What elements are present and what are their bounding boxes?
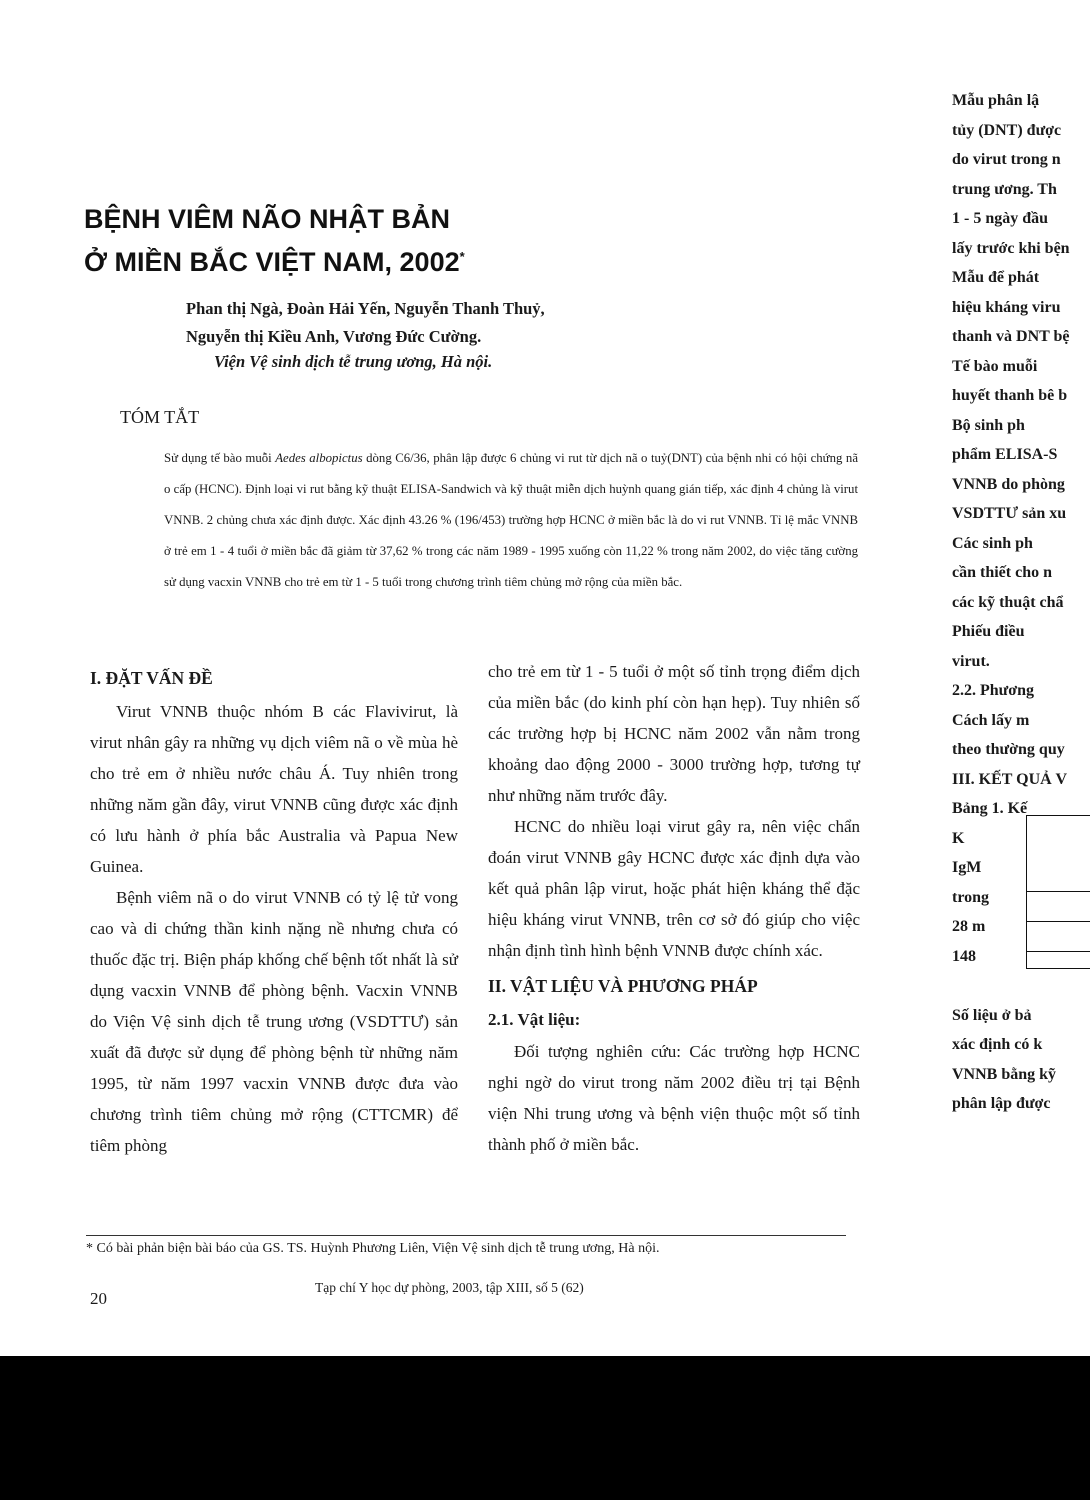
next-page-line: K [952,829,965,847]
next-page-strip [940,0,1090,1280]
next-page-line: theo thường quy [952,741,1065,758]
next-page-line: trong [952,888,990,906]
next-page-line: Bảng 1. Kế [952,800,1028,817]
next-page-line: tủy (DNT) được [952,121,1062,139]
next-page-line: Mẫu để phát [952,269,1040,286]
table-row-line [1027,951,1090,952]
next-page-line: IgM [952,859,982,876]
authors-line-2: Nguyễn thị Kiều Anh, Vương Đức Cường. [186,327,482,346]
right-paragraph-3: Đối tượng nghiên cứu: Các trường hợp HCNC nghi ngờ do virut trong năm 2002 điều trị tại Bệnh viện Nhi trung ương và bệnh viện thuộc một số tỉnh thành phố ở miền bắc. [488,1042,860,1154]
next-page-line: lấy trước khi bện [952,239,1070,257]
next-page-line: Phiếu điều [952,623,1025,640]
title-line-2 [84,238,465,281]
table-row-line [1027,921,1090,922]
section-2-heading: II. VẬT LIỆU VÀ PHƯƠNG PHÁP [488,976,758,996]
next-page-line: Số liệu ở bả [952,1006,1032,1024]
next-page-line: Bộ sinh ph [952,416,1025,434]
next-page-line: cần thiết cho n [952,564,1052,581]
title-footnote-mark: * [459,249,465,264]
next-page-line: huyết thanh bê b [952,387,1068,404]
abstract-species: Aedes albopictus [275,451,363,465]
next-page-line: do virut trong n [952,151,1061,168]
abstract-text-2: dòng C6/36, phân lập được 6 chủng vi rut từ dịch nã o tuỷ(DNT) của bệnh nhi có hội chứng nã o cấp (HCNC). Định loại vi rut bằng kỹ thuật ELISA-Sandwich và kỹ thuật miễn dịch huỳnh quang gián tiếp, xác định 4 chủng là virut VNNB. 2 chủng chưa xác định được. Xác định 43.26 % (196/453) trường hợp HCNC ở miền bắc là do vi rut VNNB. Tỉ lệ mắc VNNB ở trẻ em 1 - 4 tuổi ở miền bắc đã giảm từ 37,62 % trong các năm 1989 - 1995 xuống còn 11,22 % trong năm 2002, do việc tăng cường sử dụng vacxin VNNB cho trẻ em từ 1 - 5 tuổi trong chương trình tiêm chủng mở rộng của miền bắc. [164,451,858,589]
next-page-line: 1 - 5 ngày đầu [952,210,1049,227]
next-page-line: VNNB bằng kỹ [952,1065,1057,1083]
next-page-line: 148 [952,947,976,965]
paper-title [84,200,465,281]
right-paragraph-1: cho trẻ em từ 1 - 5 tuổi ở một số tỉnh trọng điểm dịch của miền bắc (do kinh phí còn hạn hẹp). Tuy nhiên số các trường hợp bị HCNC năm 2002 vẫn nằm trong khoảng dao động 2000 - 3000 trường hợp, tương tự như những năm trước đây. [488,662,860,805]
journal-citation: Tạp chí Y học dự phòng, 2003, tập XIII, số 5 (62) [315,1280,584,1295]
next-page-line: các kỹ thuật chẩ [952,593,1064,611]
left-paragraph-1: Virut VNNB thuộc nhóm B các Flavivirut, là virut nhân gây ra những vụ dịch viêm nã o về mùa hè cho trẻ em ở nhiều nước châu Á. Tuy nhiên trong những năm gần đây, virut VNNB cũng được xác định có lưu hành ở phía bắc Australia và Papua New Guinea. [90,702,458,876]
next-page-line: phẩm ELISA-S [952,446,1058,463]
next-page-line: Mẫu phân lậ [952,92,1040,109]
title-line-1: BỆNH VIÊM NÃO NHẬT BẢN [84,204,451,234]
next-page-line: VNNB do phòng [952,475,1065,493]
author-list [186,295,545,351]
abstract-heading: TÓM TẮT [120,407,200,427]
next-page-line: thanh và DNT bệ [952,328,1070,345]
footnote-rule [86,1235,846,1236]
left-column [90,664,458,1161]
next-page-line: VSDTTƯ sản xu [952,505,1067,522]
affiliation: Viện Vệ sinh dịch tễ trung ương, Hà nội. [214,352,493,371]
section-1-heading: I. ĐẶT VẤN ĐỀ [90,668,213,688]
next-page-line: virut. [952,652,990,670]
scan-bottom-band [0,1356,1090,1500]
table-row-line [1027,891,1090,892]
authors-line-1: Phan thị Ngà, Đoàn Hải Yến, Nguyễn Thanh Thuỷ, [186,299,545,318]
next-page-line: Các sinh ph [952,534,1033,552]
left-paragraph-2: Bệnh viêm nã o do virut VNNB có tỷ lệ tử vong cao và di chứng thần kinh nặng nề nhưng chưa có thuốc đặc trị. Biện pháp khống chế bệnh tốt nhất là sử dụng vacxin VNNB để phòng bệnh. Vacxin VNNB do Viện Vệ sinh dịch tễ trung ương (VSDTTƯ) sản xuất đã được sử dụng để phòng bệnh từ những năm 1995, từ năm 1997 vacxin VNNB được đưa vào chương trình tiêm chủng mở rộng (CTTCMR) để tiêm phòng [90,888,458,1155]
next-page-line: 28 m [952,918,986,935]
next-page-line: III. KẾT QUẢ V [952,770,1067,788]
next-page-line: trung ương. Th [952,180,1057,198]
page-number: 20 [90,1289,107,1308]
next-page-line: xác định có k [952,1036,1043,1053]
next-page-table-fragment [1026,815,1090,969]
right-paragraph-2: HCNC do nhiều loại virut gây ra, nên việc chẩn đoán virut VNNB gây HCNC được xác định dựa vào kết quả phân lập virut, hoặc phát hiện kháng thể đặc hiệu kháng virut VNNB, trên cơ sở đó giúp cho việc nhận định tình hình bệnh VNNB được chính xác. [488,817,860,960]
subsection-2-1-heading: 2.1. Vật liệu: [488,1010,581,1029]
next-page-line: Cách lấy m [952,711,1030,729]
next-page-line: hiệu kháng viru [952,298,1061,316]
next-page-line: Tế bào muỗi [952,357,1038,375]
abstract-text-1: Sử dụng tế bào muỗi [164,451,276,465]
title-line-2-text: Ở MIỀN BẮC VIỆT NAM, 2002 [84,247,460,277]
next-page-line [952,971,1090,1001]
footnote: * Có bài phản biện bài báo của GS. TS. Huỳnh Phương Liên, Viện Vệ sinh dịch tễ trung ương, Hà nội. [86,1241,660,1256]
next-page-line: 2.2. Phương [952,682,1035,699]
abstract-body [164,443,858,598]
right-column [488,656,860,1160]
abstract-paragraph [164,443,858,598]
next-page-line: phân lập được [952,1095,1051,1112]
